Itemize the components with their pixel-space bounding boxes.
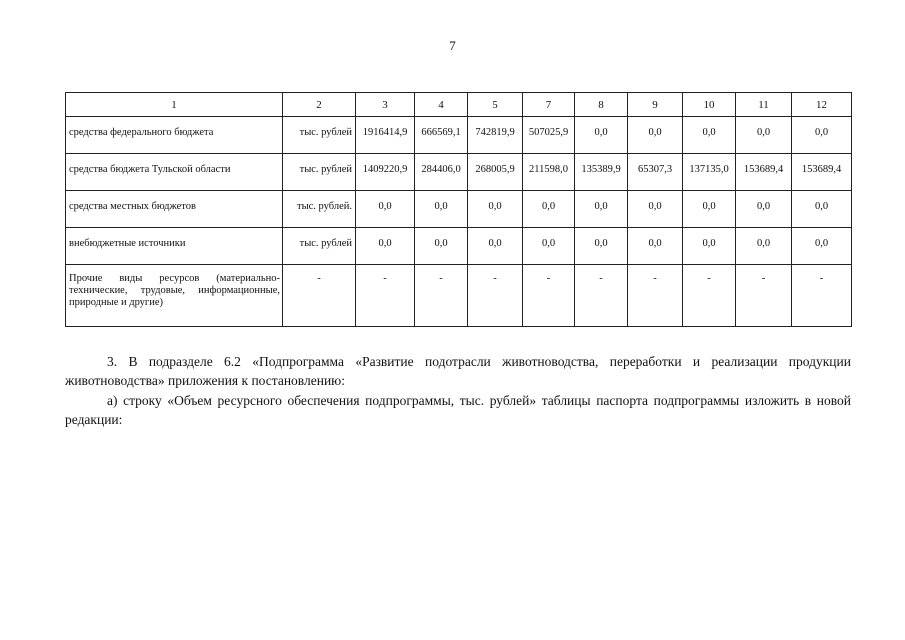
column-header: 5 — [468, 93, 523, 117]
table-cell: 666569,1 — [415, 117, 468, 154]
table-row-tula-budget — [66, 154, 852, 191]
paragraph-item-a: а) строку «Объем ресурсного обеспечения подпрограммы, тыс. рублей» таблицы паспорта подпрограммы изложить в новой редакции: — [65, 393, 851, 427]
table-header-row — [66, 93, 852, 117]
table-cell: 0,0 — [792, 117, 852, 154]
table-cell: - — [736, 265, 792, 327]
table-cell: - — [575, 265, 628, 327]
table-cell: 0,0 — [575, 228, 628, 265]
paragraph-section-3: 3. В подразделе 6.2 «Подпрограмма «Развитие подотрасли животноводства, переработки и реализации продукции животноводства» приложения к постановлению: — [65, 354, 851, 388]
table-cell: 1916414,9 — [356, 117, 415, 154]
table-row-extrabudgetary — [66, 228, 852, 265]
row-unit: тыс. рублей. — [283, 191, 356, 228]
column-header: 7 — [523, 93, 575, 117]
table-cell: 137135,0 — [683, 154, 736, 191]
table-cell: - — [792, 265, 852, 327]
table-cell: 0,0 — [628, 228, 683, 265]
table-cell: 0,0 — [736, 228, 792, 265]
table-row-other-resources — [66, 265, 852, 327]
row-unit: тыс. рублей — [283, 228, 356, 265]
table-row-federal-budget — [66, 117, 852, 154]
table-cell: 0,0 — [523, 228, 575, 265]
table-cell: - — [468, 265, 523, 327]
table-cell: 0,0 — [683, 117, 736, 154]
row-name: средства федерального бюджета — [66, 117, 283, 154]
column-header: 11 — [736, 93, 792, 117]
table-cell: - — [356, 265, 415, 327]
table-cell: 0,0 — [356, 191, 415, 228]
column-header: 12 — [792, 93, 852, 117]
row-name: внебюджетные источники — [66, 228, 283, 265]
table-cell: 268005,9 — [468, 154, 523, 191]
table-cell: 0,0 — [628, 191, 683, 228]
row-name: средства местных бюджетов — [66, 191, 283, 228]
table-cell: 0,0 — [736, 191, 792, 228]
column-header: 3 — [356, 93, 415, 117]
row-name: средства бюджета Тульской области — [66, 154, 283, 191]
table-cell: 742819,9 — [468, 117, 523, 154]
table-cell: 0,0 — [628, 117, 683, 154]
table-cell: 0,0 — [415, 228, 468, 265]
table-cell: 0,0 — [575, 117, 628, 154]
column-header: 1 — [66, 93, 283, 117]
resource-table — [65, 92, 852, 327]
row-unit: - — [283, 265, 356, 327]
table-cell: 0,0 — [356, 228, 415, 265]
table-cell: 0,0 — [468, 228, 523, 265]
row-name: Прочие виды ресурсов (материально-технические, трудовые, информационные, природные и другие) — [66, 265, 283, 327]
table-cell: - — [628, 265, 683, 327]
table-cell: 0,0 — [683, 191, 736, 228]
table-cell: 0,0 — [792, 191, 852, 228]
table-cell: - — [415, 265, 468, 327]
table-cell: 0,0 — [415, 191, 468, 228]
table-cell: 0,0 — [468, 191, 523, 228]
column-header: 8 — [575, 93, 628, 117]
table-cell: 0,0 — [736, 117, 792, 154]
table-cell: 0,0 — [683, 228, 736, 265]
table-cell: - — [683, 265, 736, 327]
row-unit: тыс. рублей — [283, 117, 356, 154]
table-cell: - — [523, 265, 575, 327]
table-cell: 153689,4 — [736, 154, 792, 191]
page-number: 7 — [449, 38, 456, 53]
column-header: 2 — [283, 93, 356, 117]
column-header: 4 — [415, 93, 468, 117]
table-cell: 153689,4 — [792, 154, 852, 191]
column-header: 9 — [628, 93, 683, 117]
table-cell: 135389,9 — [575, 154, 628, 191]
table-cell: 0,0 — [792, 228, 852, 265]
table-cell: 65307,3 — [628, 154, 683, 191]
table-cell: 507025,9 — [523, 117, 575, 154]
column-header: 10 — [683, 93, 736, 117]
table-cell: 0,0 — [575, 191, 628, 228]
row-unit: тыс. рублей — [283, 154, 356, 191]
table-cell: 211598,0 — [523, 154, 575, 191]
table-cell: 1409220,9 — [356, 154, 415, 191]
table-row-local-budgets — [66, 191, 852, 228]
table-cell: 284406,0 — [415, 154, 468, 191]
table-cell: 0,0 — [523, 191, 575, 228]
